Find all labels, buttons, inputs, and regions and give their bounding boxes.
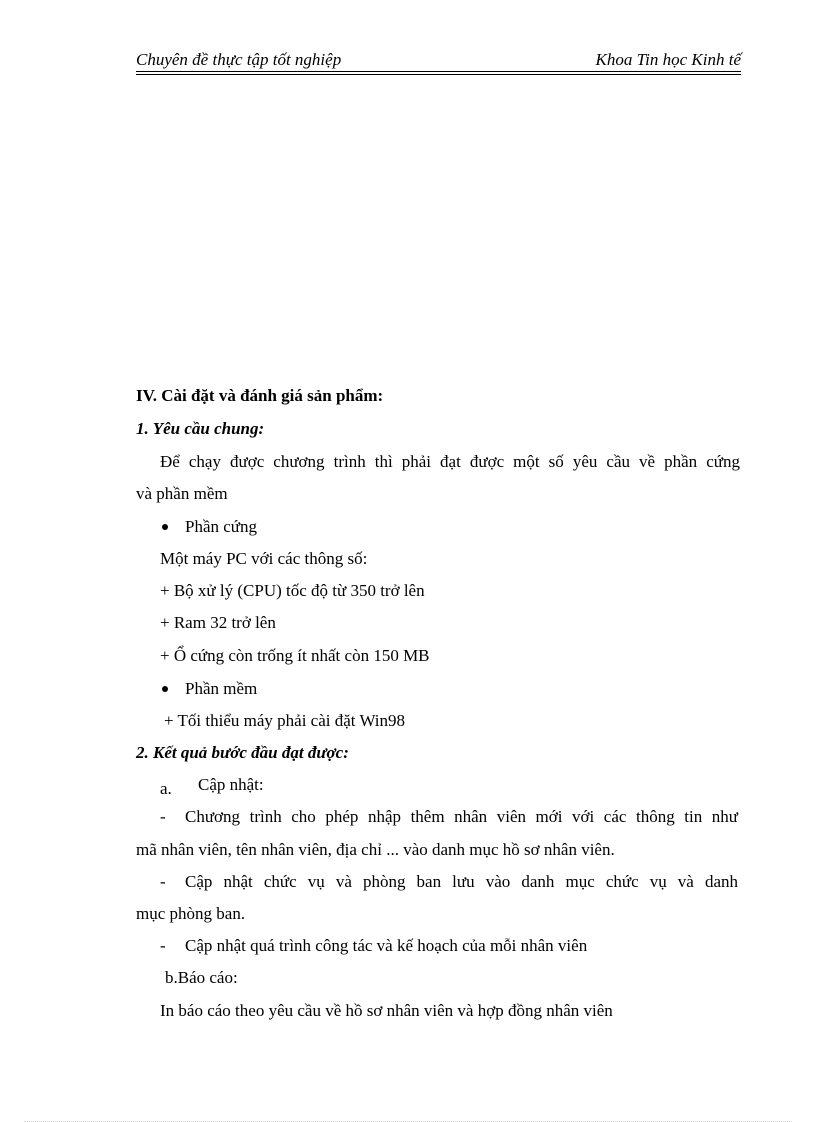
page-bottom-divider	[24, 1121, 792, 1122]
update-item-1-line2: mã nhân viên, tên nhân viên, địa chỉ ... vào danh mục hồ sơ nhân viên.	[136, 840, 615, 859]
update-item-dash: -	[160, 872, 166, 891]
update-item-dash: -	[160, 936, 166, 955]
report-label: b.Báo cáo:	[165, 968, 238, 987]
page-header	[136, 50, 741, 72]
header-divider	[136, 71, 741, 75]
hardware-item-cpu: + Bộ xử lý (CPU) tốc độ từ 350 trở lên	[160, 581, 425, 600]
update-item-dash: -	[160, 807, 166, 826]
update-label: Cập nhật:	[198, 775, 264, 794]
intro-paragraph-line2: và phần mềm	[136, 484, 228, 503]
update-item-2-line1: Cập nhật chức vụ và phòng ban lưu vào danh mục chức vụ và danh	[185, 872, 738, 891]
update-item-2-line2: mục phòng ban.	[136, 904, 246, 923]
bullet-icon	[162, 686, 168, 692]
subsection-heading-results: 2. Kết quả bước đầu đạt được:	[136, 743, 349, 762]
bullet-icon	[162, 524, 168, 530]
header-title-left: Chuyên đề thực tập tốt nghiệp	[136, 50, 342, 69]
update-marker: a.	[160, 779, 172, 798]
update-item-3-line1: Cập nhật quá trình công tác và kế hoạch của mỗi nhân viên	[185, 936, 588, 955]
report-text: In báo cáo theo yêu cầu về hồ sơ nhân viên và hợp đồng nhân viên	[160, 1001, 613, 1020]
subsection-heading-requirements: 1. Yêu cầu chung:	[136, 419, 265, 438]
hardware-label: Phần cứng	[185, 517, 258, 536]
software-label: Phần mềm	[185, 679, 258, 698]
update-item-1-line1: Chương trình cho phép nhập thêm nhân viên mới với các thông tin như	[185, 807, 738, 826]
software-item-os: + Tối thiểu máy phải cài đặt Win98	[164, 711, 406, 730]
hardware-description: Một máy PC với các thông số:	[160, 549, 368, 568]
section-heading: IV. Cài đặt và đánh giá sản phẩm:	[136, 386, 384, 405]
hardware-item-disk: + Ổ cứng còn trống ít nhất còn 150 MB	[160, 646, 430, 665]
hardware-item-ram: + Ram 32 trở lên	[160, 613, 276, 632]
header-title-right: Khoa Tin học Kinh tế	[595, 50, 741, 69]
intro-paragraph-line1: Để chạy được chương trình thì phải đạt được một số yêu cầu về phần cứng	[160, 452, 740, 471]
